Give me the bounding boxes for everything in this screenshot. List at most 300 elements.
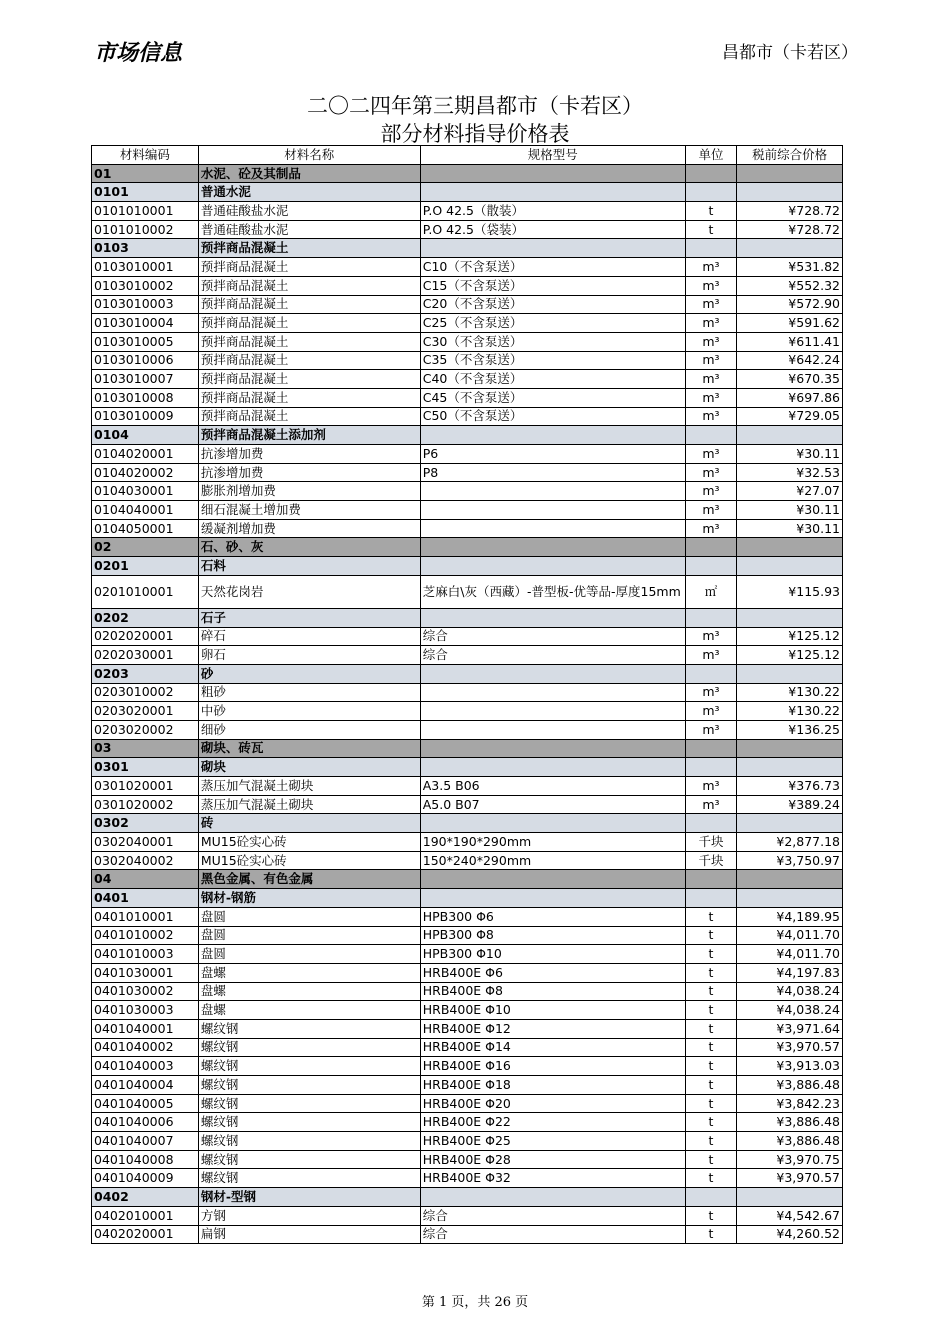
cell-name: 扁钢	[198, 1225, 420, 1244]
cell-unit	[685, 164, 736, 183]
cell-unit	[685, 664, 736, 683]
cell-name: 石料	[198, 557, 420, 576]
cell-code: 0203	[92, 664, 199, 683]
table-row	[92, 683, 843, 702]
subcategory-row	[92, 239, 843, 258]
cell-name: 预拌商品混凝土	[198, 258, 420, 277]
cell-price: ¥728.72	[737, 220, 843, 239]
cell-unit: t	[685, 1094, 736, 1113]
cell-unit: m³	[685, 295, 736, 314]
table-header-row	[92, 146, 843, 165]
cell-price: ¥27.07	[737, 482, 843, 501]
cell-name: 石、砂、灰	[198, 538, 420, 557]
cell-spec	[420, 519, 685, 538]
table-row	[92, 1150, 843, 1169]
cell-name: 预拌商品混凝土	[198, 276, 420, 295]
cell-name: 中砂	[198, 702, 420, 721]
cell-price: ¥3,750.97	[737, 851, 843, 870]
cell-price: ¥3,970.57	[737, 1169, 843, 1188]
category-row	[92, 538, 843, 557]
cell-unit	[685, 239, 736, 258]
cell-code: 0401040001	[92, 1019, 199, 1038]
cell-code: 0402	[92, 1188, 199, 1207]
table-row	[92, 482, 843, 501]
cell-code: 0103010007	[92, 370, 199, 389]
cell-spec: HRB400E Φ20	[420, 1094, 685, 1113]
cell-spec	[420, 1188, 685, 1207]
table-row	[92, 1057, 843, 1076]
cell-spec: C10（不含泵送）	[420, 258, 685, 277]
cell-price: ¥136.25	[737, 720, 843, 739]
cell-code: 0302040002	[92, 851, 199, 870]
cell-code: 0401040005	[92, 1094, 199, 1113]
cell-price: ¥2,877.18	[737, 833, 843, 852]
cell-price: ¥729.05	[737, 407, 843, 426]
cell-code: 0401040006	[92, 1113, 199, 1132]
cell-code: 0201	[92, 557, 199, 576]
cell-unit: m³	[685, 370, 736, 389]
cell-spec	[420, 239, 685, 258]
cell-spec	[420, 702, 685, 721]
cell-name: 碎石	[198, 627, 420, 646]
cell-spec: 综合	[420, 627, 685, 646]
cell-spec: 综合	[420, 646, 685, 665]
table-row	[92, 332, 843, 351]
cell-spec: HRB400E Φ6	[420, 963, 685, 982]
cell-unit	[685, 814, 736, 833]
table-row	[92, 720, 843, 739]
cell-spec: HPB300 Φ8	[420, 926, 685, 945]
subcategory-row	[92, 608, 843, 627]
table-row	[92, 1019, 843, 1038]
cell-code: 03	[92, 739, 199, 758]
cell-price: ¥670.35	[737, 370, 843, 389]
table-row	[92, 1169, 843, 1188]
cell-price: ¥728.72	[737, 202, 843, 221]
cell-unit: 千块	[685, 833, 736, 852]
cell-price: ¥642.24	[737, 351, 843, 370]
cell-name: 盘螺	[198, 982, 420, 1001]
cell-code: 0301020001	[92, 777, 199, 796]
cell-code: 0203020001	[92, 702, 199, 721]
cell-spec	[420, 608, 685, 627]
cell-price	[737, 758, 843, 777]
cell-name: 砖	[198, 814, 420, 833]
table-row	[92, 351, 843, 370]
cell-unit: t	[685, 963, 736, 982]
cell-price: ¥4,189.95	[737, 907, 843, 926]
cell-name: 螺纹钢	[198, 1057, 420, 1076]
cell-price	[737, 739, 843, 758]
cell-spec: HRB400E Φ8	[420, 982, 685, 1001]
document-title-line1: 二〇二四年第三期昌都市（卡若区）	[307, 94, 643, 118]
cell-unit: t	[685, 1001, 736, 1020]
cell-spec: C25（不含泵送）	[420, 314, 685, 333]
cell-code: 0302	[92, 814, 199, 833]
column-header-code: 材料编码	[92, 146, 199, 165]
header-left-title: 市场信息	[94, 40, 183, 66]
cell-unit: t	[685, 982, 736, 1001]
cell-price: ¥3,971.64	[737, 1019, 843, 1038]
cell-name: 细石混凝土增加费	[198, 501, 420, 520]
table-row	[92, 646, 843, 665]
table-row	[92, 220, 843, 239]
cell-price	[737, 538, 843, 557]
cell-unit: t	[685, 202, 736, 221]
price-table	[91, 145, 843, 1244]
cell-spec	[420, 501, 685, 520]
cell-code: 0203020002	[92, 720, 199, 739]
cell-code: 0103	[92, 239, 199, 258]
cell-spec	[420, 739, 685, 758]
cell-code: 0103010002	[92, 276, 199, 295]
cell-spec: HRB400E Φ16	[420, 1057, 685, 1076]
cell-price: ¥3,913.03	[737, 1057, 843, 1076]
cell-unit: t	[685, 1132, 736, 1151]
cell-price: ¥125.12	[737, 627, 843, 646]
table-row	[92, 370, 843, 389]
table-row	[92, 1001, 843, 1020]
cell-name: 砌块、砖瓦	[198, 739, 420, 758]
cell-price: ¥4,260.52	[737, 1225, 843, 1244]
cell-unit: t	[685, 1019, 736, 1038]
table-row	[92, 1076, 843, 1095]
table-row	[92, 702, 843, 721]
cell-unit: 千块	[685, 851, 736, 870]
cell-name: MU15砼实心砖	[198, 833, 420, 852]
table-row	[92, 1113, 843, 1132]
table-row	[92, 1132, 843, 1151]
cell-name: 普通硅酸盐水泥	[198, 220, 420, 239]
cell-name: 膨胀剂增加费	[198, 482, 420, 501]
cell-price: ¥3,970.57	[737, 1038, 843, 1057]
table-row	[92, 276, 843, 295]
cell-price: ¥591.62	[737, 314, 843, 333]
cell-unit: m³	[685, 702, 736, 721]
column-header-spec: 规格型号	[420, 146, 685, 165]
cell-price	[737, 183, 843, 202]
table-row	[92, 851, 843, 870]
cell-spec: HRB400E Φ22	[420, 1113, 685, 1132]
cell-code: 0401010003	[92, 945, 199, 964]
cell-name: 水泥、砼及其制品	[198, 164, 420, 183]
table-row	[92, 445, 843, 464]
cell-name: 预拌商品混凝土	[198, 370, 420, 389]
cell-code: 0101010001	[92, 202, 199, 221]
cell-name: 螺纹钢	[198, 1019, 420, 1038]
cell-code: 0402010001	[92, 1206, 199, 1225]
table-row	[92, 295, 843, 314]
table-row	[92, 519, 843, 538]
cell-name: 钢材-型钢	[198, 1188, 420, 1207]
cell-code: 0201010001	[92, 575, 199, 608]
cell-code: 0104020001	[92, 445, 199, 464]
cell-name: 细砂	[198, 720, 420, 739]
cell-code: 04	[92, 870, 199, 889]
cell-spec: 150*240*290mm	[420, 851, 685, 870]
cell-code: 02	[92, 538, 199, 557]
table-row	[92, 963, 843, 982]
cell-price	[737, 426, 843, 445]
cell-spec: HRB400E Φ12	[420, 1019, 685, 1038]
cell-spec: P.O 42.5（袋装）	[420, 220, 685, 239]
column-header-unit: 单位	[685, 146, 736, 165]
table-row	[92, 795, 843, 814]
cell-price: ¥3,842.23	[737, 1094, 843, 1113]
cell-unit: m³	[685, 445, 736, 464]
cell-price: ¥115.93	[737, 575, 843, 608]
cell-spec: HRB400E Φ28	[420, 1150, 685, 1169]
cell-unit: m³	[685, 314, 736, 333]
cell-name: 预拌商品混凝土	[198, 332, 420, 351]
cell-spec	[420, 164, 685, 183]
subcategory-row	[92, 1188, 843, 1207]
cell-spec	[420, 482, 685, 501]
cell-spec: C30（不含泵送）	[420, 332, 685, 351]
cell-spec	[420, 183, 685, 202]
cell-unit	[685, 608, 736, 627]
cell-spec: 综合	[420, 1206, 685, 1225]
cell-name: 盘螺	[198, 963, 420, 982]
cell-price	[737, 814, 843, 833]
cell-name: 预拌商品混凝土	[198, 295, 420, 314]
cell-unit	[685, 889, 736, 908]
cell-name: 盘圆	[198, 907, 420, 926]
table-row	[92, 1094, 843, 1113]
cell-unit	[685, 557, 736, 576]
cell-name: MU15砼实心砖	[198, 851, 420, 870]
cell-code: 0401040004	[92, 1076, 199, 1095]
cell-unit: m³	[685, 519, 736, 538]
cell-unit	[685, 1188, 736, 1207]
cell-code: 0401040002	[92, 1038, 199, 1057]
table-row	[92, 314, 843, 333]
cell-unit: ㎡	[685, 575, 736, 608]
category-row	[92, 164, 843, 183]
table-row	[92, 907, 843, 926]
cell-name: 螺纹钢	[198, 1094, 420, 1113]
cell-spec	[420, 889, 685, 908]
cell-spec	[420, 557, 685, 576]
cell-name: 螺纹钢	[198, 1169, 420, 1188]
cell-name: 预拌商品混凝土	[198, 351, 420, 370]
cell-name: 蒸压加气混凝土砌块	[198, 777, 420, 796]
cell-unit: t	[685, 1076, 736, 1095]
cell-spec	[420, 664, 685, 683]
cell-price	[737, 239, 843, 258]
cell-code: 0401040008	[92, 1150, 199, 1169]
cell-price	[737, 1188, 843, 1207]
cell-name: 方钢	[198, 1206, 420, 1225]
cell-unit	[685, 538, 736, 557]
cell-code: 0104020002	[92, 463, 199, 482]
cell-spec	[420, 538, 685, 557]
cell-code: 0202	[92, 608, 199, 627]
cell-price	[737, 889, 843, 908]
cell-spec: HRB400E Φ32	[420, 1169, 685, 1188]
cell-price: ¥3,886.48	[737, 1113, 843, 1132]
subcategory-row	[92, 183, 843, 202]
cell-price: ¥3,970.75	[737, 1150, 843, 1169]
column-header-name: 材料名称	[198, 146, 420, 165]
cell-price: ¥531.82	[737, 258, 843, 277]
header-right-region: 昌都市（卡若区）	[722, 43, 858, 63]
cell-unit	[685, 758, 736, 777]
cell-name: 黑色金属、有色金属	[198, 870, 420, 889]
cell-price	[737, 664, 843, 683]
cell-price	[737, 164, 843, 183]
category-row	[92, 870, 843, 889]
cell-unit: m³	[685, 720, 736, 739]
table-row	[92, 982, 843, 1001]
cell-spec: HRB400E Φ25	[420, 1132, 685, 1151]
table-row	[92, 463, 843, 482]
subcategory-row	[92, 889, 843, 908]
cell-price: ¥4,011.70	[737, 945, 843, 964]
cell-unit: m³	[685, 501, 736, 520]
cell-code: 0202030001	[92, 646, 199, 665]
category-row	[92, 739, 843, 758]
cell-spec: C20（不含泵送）	[420, 295, 685, 314]
cell-unit: m³	[685, 351, 736, 370]
document-title-line2: 部分材料指导价格表	[380, 122, 570, 146]
cell-unit: m³	[685, 777, 736, 796]
cell-unit: t	[685, 1206, 736, 1225]
cell-unit: t	[685, 220, 736, 239]
cell-name: 普通水泥	[198, 183, 420, 202]
cell-name: 预拌商品混凝土	[198, 239, 420, 258]
cell-unit: t	[685, 1057, 736, 1076]
cell-unit	[685, 870, 736, 889]
subcategory-row	[92, 557, 843, 576]
cell-spec	[420, 758, 685, 777]
cell-code: 0401030003	[92, 1001, 199, 1020]
cell-price: ¥552.32	[737, 276, 843, 295]
cell-unit: m³	[685, 627, 736, 646]
cell-price	[737, 608, 843, 627]
cell-code: 0401030002	[92, 982, 199, 1001]
cell-name: 蒸压加气混凝土砌块	[198, 795, 420, 814]
table-row	[92, 1038, 843, 1057]
cell-spec: P8	[420, 463, 685, 482]
table-row	[92, 926, 843, 945]
cell-spec: 芝麻白\灰（西藏）-普型板-优等品-厚度15mm	[420, 575, 685, 608]
cell-code: 0402020001	[92, 1225, 199, 1244]
cell-unit: m³	[685, 388, 736, 407]
table-row	[92, 202, 843, 221]
table-row	[92, 501, 843, 520]
cell-price: ¥4,038.24	[737, 1001, 843, 1020]
cell-unit: m³	[685, 482, 736, 501]
cell-name: 缓凝剂增加费	[198, 519, 420, 538]
cell-unit	[685, 739, 736, 758]
cell-name: 石子	[198, 608, 420, 627]
cell-unit: m³	[685, 407, 736, 426]
cell-price: ¥3,886.48	[737, 1132, 843, 1151]
cell-spec	[420, 720, 685, 739]
cell-spec: HRB400E Φ18	[420, 1076, 685, 1095]
cell-price: ¥697.86	[737, 388, 843, 407]
subcategory-row	[92, 758, 843, 777]
cell-code: 0103010004	[92, 314, 199, 333]
cell-spec	[420, 426, 685, 445]
cell-spec: A5.0 B07	[420, 795, 685, 814]
cell-name: 钢材-钢筋	[198, 889, 420, 908]
cell-price: ¥572.90	[737, 295, 843, 314]
cell-code: 0301020002	[92, 795, 199, 814]
cell-code: 0202020001	[92, 627, 199, 646]
cell-name: 粗砂	[198, 683, 420, 702]
cell-spec: A3.5 B06	[420, 777, 685, 796]
cell-code: 0103010008	[92, 388, 199, 407]
cell-unit	[685, 426, 736, 445]
cell-code: 0104050001	[92, 519, 199, 538]
cell-unit	[685, 183, 736, 202]
cell-unit: t	[685, 1038, 736, 1057]
cell-code: 0103010006	[92, 351, 199, 370]
cell-code: 0104030001	[92, 482, 199, 501]
table-row	[92, 388, 843, 407]
cell-price	[737, 870, 843, 889]
cell-name: 螺纹钢	[198, 1113, 420, 1132]
cell-price: ¥376.73	[737, 777, 843, 796]
cell-code: 0103010009	[92, 407, 199, 426]
cell-name: 预拌商品混凝土添加剂	[198, 426, 420, 445]
cell-code: 0401010001	[92, 907, 199, 926]
table-row	[92, 258, 843, 277]
table-row	[92, 945, 843, 964]
table-row	[92, 407, 843, 426]
cell-unit: m³	[685, 463, 736, 482]
cell-name: 盘螺	[198, 1001, 420, 1020]
subcategory-row	[92, 426, 843, 445]
cell-code: 0101	[92, 183, 199, 202]
cell-name: 砌块	[198, 758, 420, 777]
cell-spec: P.O 42.5（散装）	[420, 202, 685, 221]
table-row	[92, 777, 843, 796]
cell-code: 0401040007	[92, 1132, 199, 1151]
subcategory-row	[92, 664, 843, 683]
cell-unit: t	[685, 907, 736, 926]
cell-name: 卵石	[198, 646, 420, 665]
cell-spec: HPB300 Φ10	[420, 945, 685, 964]
cell-spec	[420, 814, 685, 833]
column-header-price: 税前综合价格	[737, 146, 843, 165]
cell-unit: t	[685, 1225, 736, 1244]
cell-name: 普通硅酸盐水泥	[198, 202, 420, 221]
cell-code: 0203010002	[92, 683, 199, 702]
table-body	[92, 164, 843, 1244]
cell-code: 0101010002	[92, 220, 199, 239]
cell-code: 0103010005	[92, 332, 199, 351]
cell-unit: m³	[685, 258, 736, 277]
cell-price: ¥611.41	[737, 332, 843, 351]
table-row	[92, 1206, 843, 1225]
cell-price: ¥4,197.83	[737, 963, 843, 982]
cell-code: 0103010003	[92, 295, 199, 314]
cell-price: ¥4,038.24	[737, 982, 843, 1001]
cell-code: 0104	[92, 426, 199, 445]
cell-code: 01	[92, 164, 199, 183]
cell-name: 天然花岗岩	[198, 575, 420, 608]
cell-spec: HPB300 Φ6	[420, 907, 685, 926]
cell-code: 0302040001	[92, 833, 199, 852]
page-number: 第 1 页，共 26 页	[421, 1295, 529, 1310]
cell-spec	[420, 870, 685, 889]
table-row	[92, 575, 843, 608]
cell-price	[737, 557, 843, 576]
cell-spec: P6	[420, 445, 685, 464]
